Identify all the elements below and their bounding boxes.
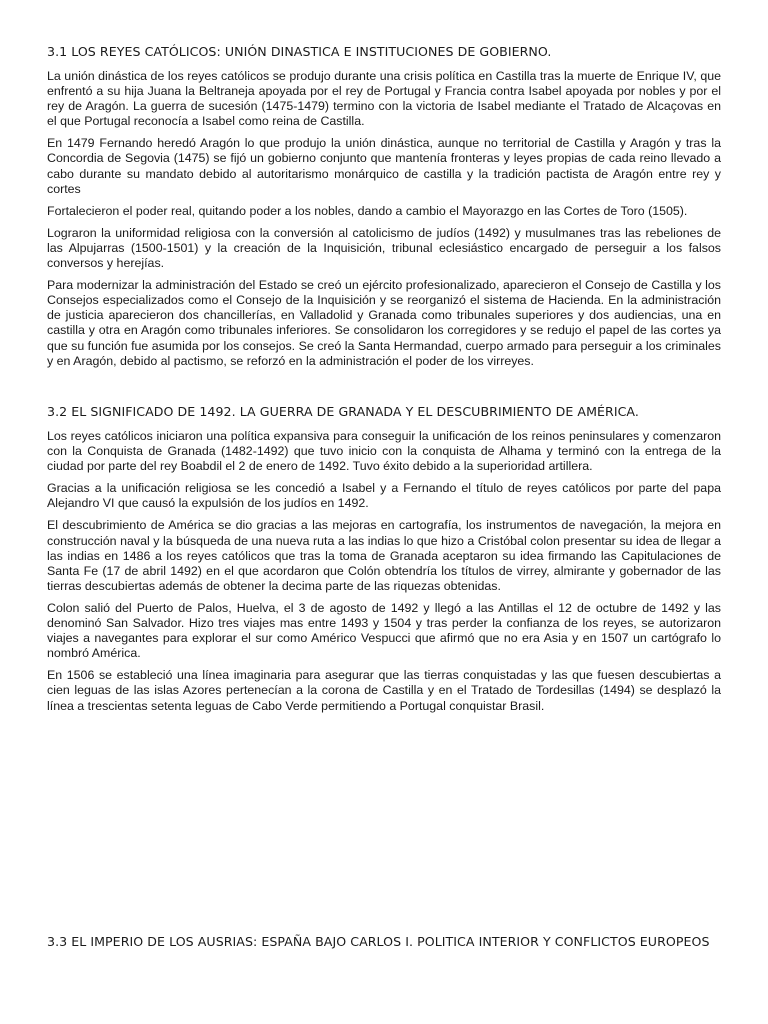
- paragraph: Colon salió del Puerto de Palos, Huelva, el 3 de agosto de 1492 y llegó a las Antillas el 12 de octubre de 1492 y las denominó San Salvador. Hizo tres viajes mas entre 1493 y 1504 y tras perder la confianza de los reyes, se autorizaron viajes a navegantes para explorar el sur como Américo Vespucci que afirmó que no era Asia y en 1507 un cartógrafo lo nombró América.: [47, 600, 721, 661]
- section-heading-3-1: 3.1 LOS REYES CATÓLICOS: UNIÓN DINASTICA E INSTITUCIONES DE GOBIERNO.: [47, 44, 552, 59]
- paragraph: En 1479 Fernando heredó Aragón lo que produjo la unión dinástica, aunque no territorial de Castilla y Aragón y tras la Concordia de Segovia (1475) se fijó un gobierno conjunto que mantenía fronteras y leyes propias de cada reino llevado a cabo durante su mandato debido al autoritarismo monárquico de castilla y la tradición pactista de Aragón entre rey y cortes: [47, 136, 721, 196]
- paragraph: Para modernizar la administración del Estado se creó un ejército profesionalizado, aparecieron el Consejo de Castilla y los Consejos especializados como el Consejo de la Inquisición y se reorganizó el sistema de Hacienda. En la administración de justicia aparecieron dos chancillerías, en Valladolid y Granada como tribunales superiores y dos audiencias, una en castilla y otra en Aragón como tribunales inferiores. Se consolidaron los corregidores y se redujo el papel de las cortes ya que su función fue asumida por los consejos. Se creó la Santa Hermandad, cuerpo armado para perseguir a los criminales y en Aragón, debido al pactismo, se reforzó en la administración el poder de los virreyes.: [47, 278, 721, 368]
- paragraph: La unión dinástica de los reyes católicos se produjo durante una crisis política en Castilla tras la muerte de Enrique IV, que enfrentó a su hija Juana la Beltraneja apoyada por el rey de Portugal y Francia contra Isabel apoyada por nobles y por el rey de Aragón. La guerra de sucesión (1475-1479) termino con la victoria de Isabel mediante el Tratado de Alcaçovas en el que Portugal reconocía a Isabel como reina de Castilla.: [47, 69, 721, 129]
- section-body-3-2: [47, 429, 721, 721]
- section-heading-3-2: 3.2 EL SIGNIFICADO DE 1492. LA GUERRA DE GRANADA Y EL DESCUBRIMIENTO DE AMÉRICA.: [47, 404, 639, 419]
- section-body-3-1: [47, 69, 721, 376]
- paragraph: Gracias a la unificación religiosa se les concedió a Isabel y a Fernando el título de reyes católicos por parte del papa Alejandro VI que causó la expulsión de los judíos en 1492.: [47, 481, 721, 511]
- paragraph: Lograron la uniformidad religiosa con la conversión al catolicismo de judíos (1492) y musulmanes tras las rebeliones de las Alpujarras (1500-1501) y la creación de la Inquisición, tribunal eclesiástico encargado de perseguir a los falsos conversos y herejías.: [47, 225, 721, 271]
- paragraph: En 1506 se estableció una línea imaginaria para asegurar que las tierras conquistadas y las que fuesen descubiertas a cien leguas de las islas Azores pertenecían a la corona de Castilla y en el Tratado de Tordesillas (1494) se desplazó la línea a trescientas setenta leguas de Cabo Verde permitiendo a Portugal conquistar Brasil.: [47, 668, 721, 713]
- document-page: [47, 0, 721, 1024]
- paragraph: El descubrimiento de América se dio gracias a las mejoras en cartografía, los instrumentos de navegación, la mejora en construcción naval y la búsqueda de una nueva ruta a las indias lo que hizo a Cristóbal colon presentar su idea de llegar a las indias en 1486 a los reyes católicos que tras la toma de Granada aceptaron su idea firmando las Capitulaciones de Santa Fe (17 de abril 1492) en el que acordaron que Colón obtendría los títulos de virrey, almirante y gobernador de las tierras descubiertas además de obtener la decima parte de las riquezas obtenidas.: [47, 518, 721, 593]
- paragraph: Los reyes católicos iniciaron una política expansiva para conseguir la unificación de los reinos peninsulares y comenzaron con la Conquista de Granada (1482-1492) que tuvo inicio con la conquista de Alhama y terminó con la entrega de la ciudad por parte del rey Boabdil el 2 de enero de 1492. Tuvo éxito debido a la superioridad artillera.: [47, 429, 721, 474]
- paragraph: Fortalecieron el poder real, quitando poder a los nobles, dando a cambio el Mayorazgo en las Cortes de Toro (1505).: [47, 203, 688, 218]
- section-heading-3-3: 3.3 EL IMPERIO DE LOS AUSRIAS: ESPAÑA BAJO CARLOS I. POLITICA INTERIOR Y CONFLICTOS EUROPEOS: [47, 934, 710, 949]
